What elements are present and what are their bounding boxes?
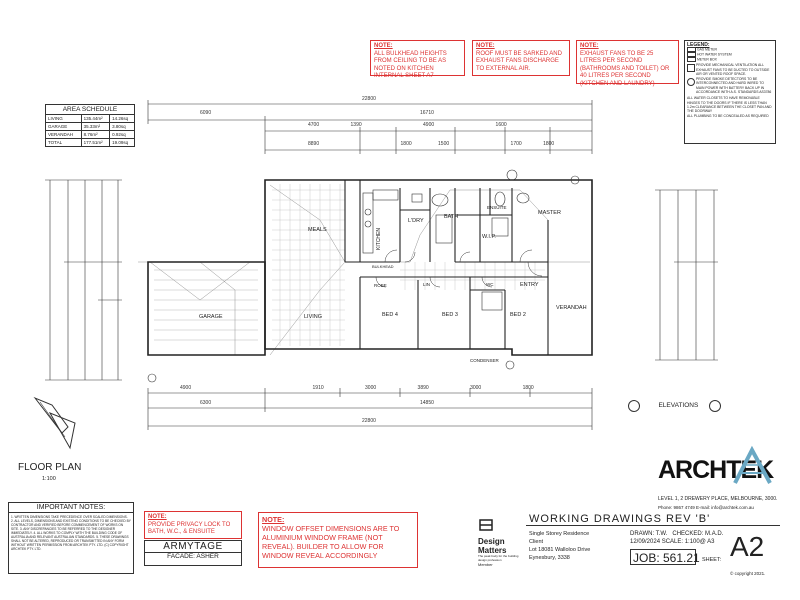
archtek-logo-icon [730, 445, 775, 490]
company-contact: Phone: 9867 4749 E-mail: info@archtek.com.au [658, 505, 754, 510]
table-row: GARAGE 35.33m² 3.80sq [46, 123, 135, 131]
sheet-number: A2 [730, 531, 765, 562]
legend-item-ventilation: PROVIDE MECHANICAL VENTILATION ALL EXHAUST FANS TO BE DUCTED TO OUTSIDE AIR OR VENTED ROOF SPACE. [687, 63, 773, 76]
floor-plan-scale: 1:100 [42, 476, 56, 482]
table-row: TOTAL 177.51m² 19.09sq [46, 139, 135, 147]
room-label-lin: LIN [423, 282, 431, 287]
dim-bottom-right: 14850 [420, 400, 434, 406]
room-label-ensuite: ENSUITE [487, 205, 507, 210]
dim-bottom-overall: 22800 [362, 418, 376, 424]
legend-title: LEGEND: [687, 42, 710, 48]
room-label-garage: GARAGE [199, 314, 223, 320]
exhaust-fan-note: NOTE: EXHAUST FANS TO BE 25 LITRES PER SECOND (BATHROOMS AND TOILET) OR 40 LITRES PER SECOND (KITCHEN AND LAUNDRY) [576, 40, 679, 84]
room-label-ldry: L'DRY [408, 218, 424, 224]
right-dimension-lines [655, 190, 718, 360]
archtek-wordmark: ARCHTEK [658, 456, 774, 484]
room-label-verandah: VERANDAH [556, 305, 587, 311]
garage-pattern [154, 270, 258, 340]
elevations-label: ELEVATIONS [658, 402, 699, 410]
elevation-marker-icon-right [709, 400, 721, 412]
window-offset-note: NOTE: WINDOW OFFSET DIMENSIONS ARE TO ALUMINIUM WINDOW FRAME (NOT REVEAL). BUILDER TO ALLOW FOR WINDOW REVEAL ACCORDINGLY [258, 512, 418, 568]
dim-bottom-left: 6300 [200, 400, 212, 406]
doors [376, 250, 542, 287]
outer-walls [148, 180, 592, 355]
company-address: LEVEL 1, 2 DREWERY PLACE, MELBOURNE, 3000. [658, 496, 778, 502]
bulkhead-note: NOTE: ALL BULKHEAD HEIGHTS FROM CEILING TO BE AS NOTED ON KITCHEN INTERNAL SHEET A7 [370, 40, 465, 76]
elevations-marker [628, 397, 721, 415]
room-label-bulkhead: BULKHEAD [372, 264, 394, 269]
dim-top-row2: 4700 1390 4900 1600 [308, 122, 507, 128]
design-matters-logo [478, 518, 524, 567]
table-row: LIVING 135.44m² 14.26sq [46, 115, 135, 123]
job-number-box: JOB: 561.21 [630, 549, 696, 565]
working-drawings-title: WORKING DRAWINGS REV 'B' [526, 513, 780, 526]
floor-plan-title: FLOOR PLAN [18, 462, 82, 473]
drawing-meta: DRAWN: T.W. CHECKED: M.A.D. 12/09/2024 SCALE: 1:100@ A3 [630, 531, 724, 545]
dim-top-overall: 22800 [362, 96, 376, 102]
legend-item-smoke-detector: PROVIDE SMOKE DETECTORS TO BE INTERCONNECTED AND HARD WIRED TO MAIN POWER WITH BATTERY BACK UP IN ACCORDANCE WITH A.S. STANDARDS AS3786 [687, 77, 773, 94]
house-name: ARMYTAGE [145, 541, 241, 553]
legend-item-gas-meter: GAS METER [687, 47, 773, 52]
north-arrow-icon [30, 393, 80, 458]
room-label-entry: ENTRY [520, 282, 539, 288]
dim-top-right: 16710 [420, 110, 434, 116]
house-facade: FACADE: ASHER [167, 553, 219, 560]
copyright: © copyright 2021. [730, 571, 766, 576]
room-label-wip: W.I.P. [482, 234, 496, 240]
legend-item-plumbing: ALL PLUMBING TO BE CONCEALED AS REQUIRED [687, 113, 769, 118]
room-label-robe: ROBE [374, 283, 387, 288]
design-matters-tag: The peak body for the building design profession [478, 554, 519, 562]
project-info: Single Storey Residence Client Lot 18081 Walloloo Drive Eynesbury, 3338 [529, 531, 591, 561]
title-block [526, 513, 780, 585]
important-notes [8, 502, 134, 574]
dim-top-row3: 8890 1800 1500 1700 1800 [308, 141, 555, 147]
design-matters-icon [478, 518, 494, 532]
sheet-label: SHEET: [702, 557, 722, 563]
house-name-box [144, 540, 242, 566]
elevation-marker-icon [628, 400, 640, 412]
table-row: VERANDAH 8.76m² 0.92sq [46, 131, 135, 139]
section-markers [148, 170, 579, 382]
room-label-bed2: BED 2 [510, 312, 526, 318]
room-label-master: MASTER [538, 210, 561, 216]
room-label-bath: BATH [444, 214, 459, 220]
area-schedule-title: AREA SCHEDULE [45, 104, 135, 114]
legend-item-hot-water: HOT WATER SYSTEM [687, 52, 773, 57]
design-matters-name: Design Matters [478, 537, 507, 555]
left-dimension-lines [45, 180, 122, 380]
room-label-wc: WC [486, 282, 494, 287]
room-label-bed4: BED 4 [382, 312, 398, 318]
legend-item-meter-box: METER BOX [687, 57, 773, 62]
dim-top-left: 6090 [200, 110, 212, 116]
room-label-kitchen: KITCHEN [376, 228, 382, 250]
important-notes-body: 1. WRITTEN DIMENSIONS TAKE PRECEDENCE OVER SCALED DIMENSIONS. 2. ALL LEVELS, DIMENSIONS AND EXISTING CONDITIONS TO BE CHECKED BY CONTRACTOR AND VERIFIED BEFORE COMMENCEMENT OF WORKS ON SITE. 3. ANY DISCREPANCIES TO BE REFERRED TO THE DESIGNER IMMEDIATELY. 4. ALL WORKS TO COMPLY WITH THE BUILDING CODE OF AUSTRALIA AND RELEVANT AUSTRALIAN STANDARDS. 5. THESE DRAWINGS SHALL NOT BE ALTERED, REPRODUCED OR TRANSMITTED IN ANY FORM WITHOUT WRITTEN PERMISSION FROM ARCHTEK PTY. LTD. (C) COPYRIGHT ARCHTEK PTY. LTD. [11, 515, 131, 551]
room-label-living: LIVING [304, 314, 323, 320]
legend-item-water-closets: ALL WATER CLOSETS TO HAVE REMOVABLE HINGES TO THE DOORS IF THERE IS LESS THAN 1.2m CLEARANCE BETWEEN THE CLOSET PAN AND THE DOORWAY [687, 96, 772, 114]
important-notes-title: IMPORTANT NOTES: [9, 503, 133, 513]
dim-bottom-row1: 4900 1910 3000 3890 3000 1800 [180, 385, 534, 391]
room-label-meals: MEALS [308, 227, 327, 233]
privacy-lock-note: NOTE: PROVIDE PRIVACY LOCK TO BATH, W.C., & ENSUITE [144, 511, 242, 539]
room-label-condenser: CONDENSER [470, 358, 499, 363]
room-label-bed3: BED 3 [442, 312, 458, 318]
roof-sarking-note: NOTE: ROOF MUST BE SARKED AND EXHAUST FANS DISCHARGE TO EXTERNAL AIR. [472, 40, 570, 76]
design-matters-member: Member [478, 562, 493, 568]
